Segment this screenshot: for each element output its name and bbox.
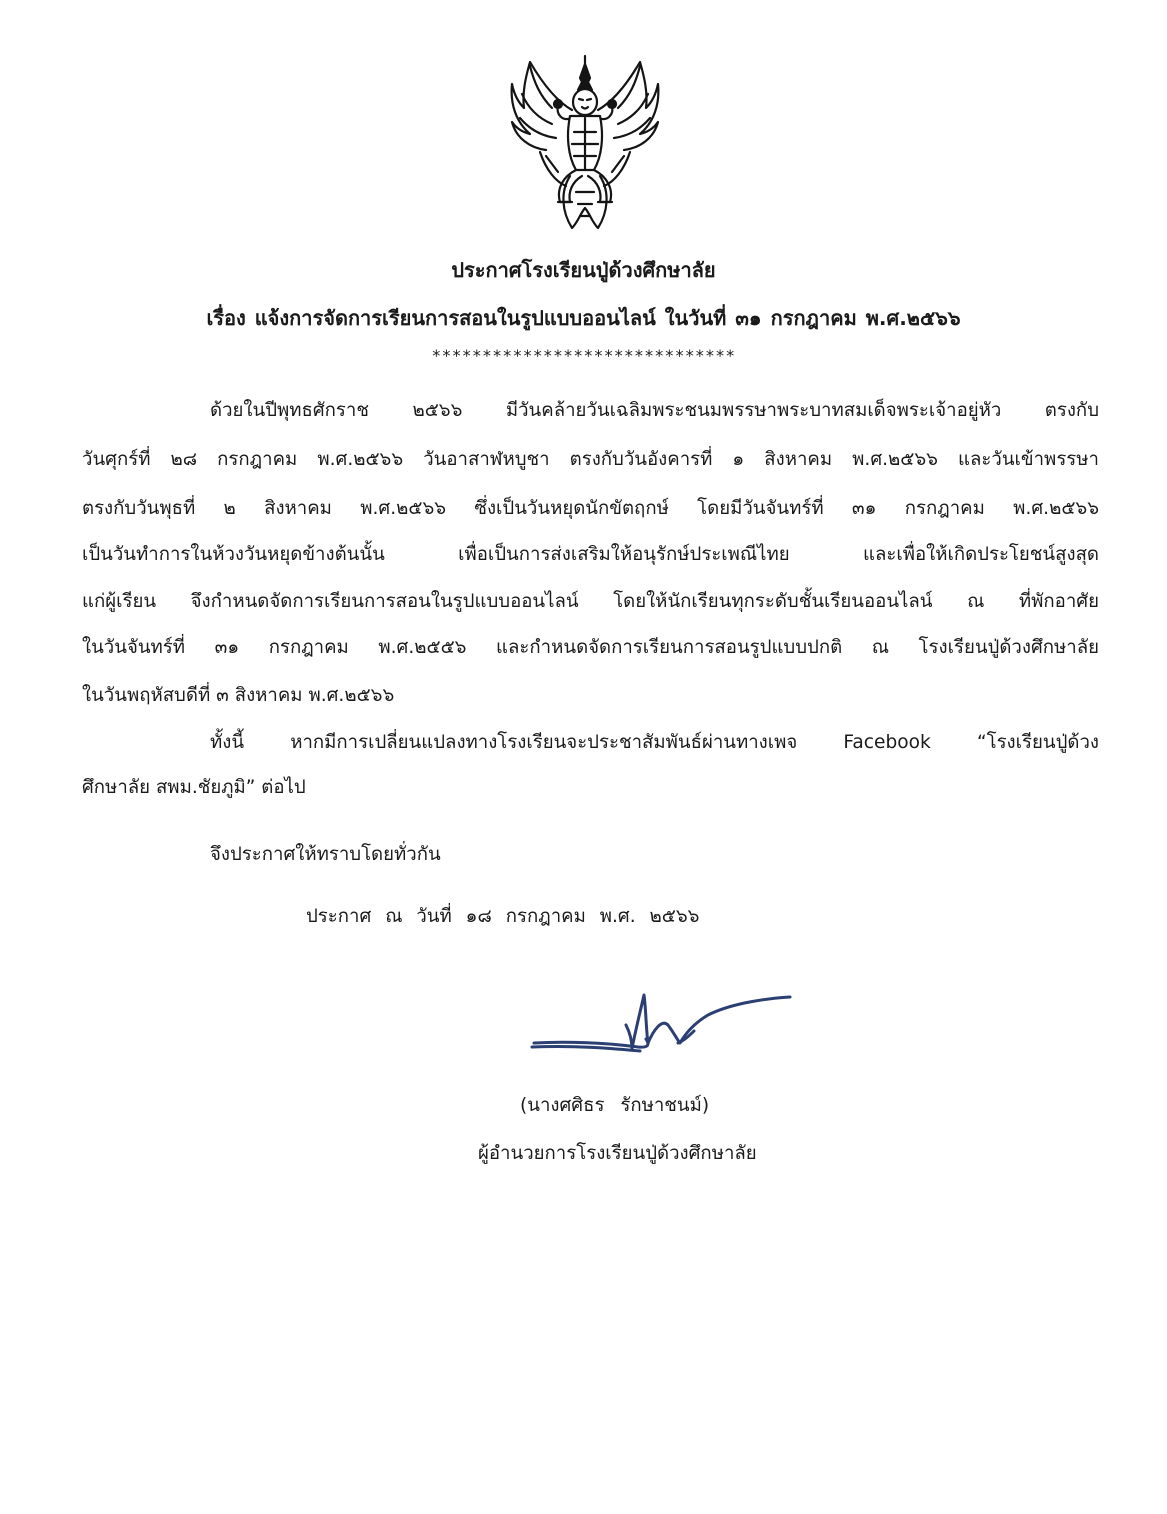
signer-position: ผู้อำนวยการโรงเรียนปู่ด้วงศึกษาลัย bbox=[478, 1143, 757, 1164]
announcement-date: ประกาศ ณ วันที่ ๑๘ กรกฎาคม พ.ศ. ๒๕๖๖ bbox=[306, 906, 700, 927]
signer-name: (นางศศิธร รักษาชนม์) bbox=[520, 1095, 710, 1116]
body-line-5: แก่ผู้เรียน จึงกำหนดจัดการเรียนการสอนในรูปแบบออนไลน์ โดยให้นักเรียนทุกระดับชั้นเรียนออนไลน์ ณ ที่พักอาศัย bbox=[82, 591, 1099, 612]
body-line-3: ตรงกับวันพุธที่ ๒ สิงหาคม พ.ศ.๒๕๖๖ ซึ่งเป็นวันหยุดนักขัตฤกษ์ โดยมีวันจันทร์ที่ ๓๑ กรกฎาคม พ.ศ.๒๕๖๖ bbox=[82, 498, 1099, 519]
body-line-2: วันศุกร์ที่ ๒๘ กรกฎาคม พ.ศ.๒๕๖๖ วันอาสาฬหบูชา ตรงกับวันอังคารที่ ๑ สิงหาคม พ.ศ.๒๕๖๖ และวันเข้าพรรษา bbox=[82, 449, 1099, 470]
announcement-title: ประกาศโรงเรียนปู่ด้วงศึกษาลัย bbox=[451, 258, 716, 282]
signature-image bbox=[528, 985, 798, 1065]
body-line-1: ด้วยในปีพุทธศักราช ๒๕๖๖ มีวันคล้ายวันเฉลิมพระชนมพรรษาพระบาทสมเด็จพระเจ้าอยู่หัว ตรงกับ bbox=[210, 400, 1099, 421]
body-line-6: ในวันจันทร์ที่ ๓๑ กรกฎาคม พ.ศ.๒๕๕๖ และกำหนดจัดการเรียนการสอนรูปแบบปกติ ณ โรงเรียนปู่ด้วงศึกษาลัย bbox=[82, 637, 1099, 658]
body-line-4: เป็นวันทำการในห้วงวันหยุดข้างต้นนั้น เพื่อเป็นการส่งเสริมให้อนุรักษ์ประเพณีไทย และเพื่อให้เกิดประโยชน์สูงสุด bbox=[82, 544, 1099, 565]
body-line-7: ในวันพฤหัสบดีที่ ๓ สิงหาคม พ.ศ.๒๕๖๖ bbox=[82, 685, 395, 706]
body-line-9: ศึกษาลัย สพม.ชัยภูมิ” ต่อไป bbox=[82, 777, 306, 798]
announcement-subject: เรื่อง แจ้งการจัดการเรียนการสอนในรูปแบบออนไลน์ ในวันที่ ๓๑ กรกฎาคม พ.ศ.๒๕๖๖ bbox=[206, 306, 961, 330]
separator: ****************************** bbox=[431, 346, 736, 365]
closing-statement: จึงประกาศให้ทราบโดยทั่วกัน bbox=[210, 844, 441, 865]
body-line-8: ทั้งนี้ หากมีการเปลี่ยนแปลงทางโรงเรียนจะประชาสัมพันธ์ผ่านทางเพจ Facebook “โรงเรียนปู่ด้วง bbox=[210, 732, 1099, 753]
garuda-emblem-icon bbox=[500, 52, 670, 234]
